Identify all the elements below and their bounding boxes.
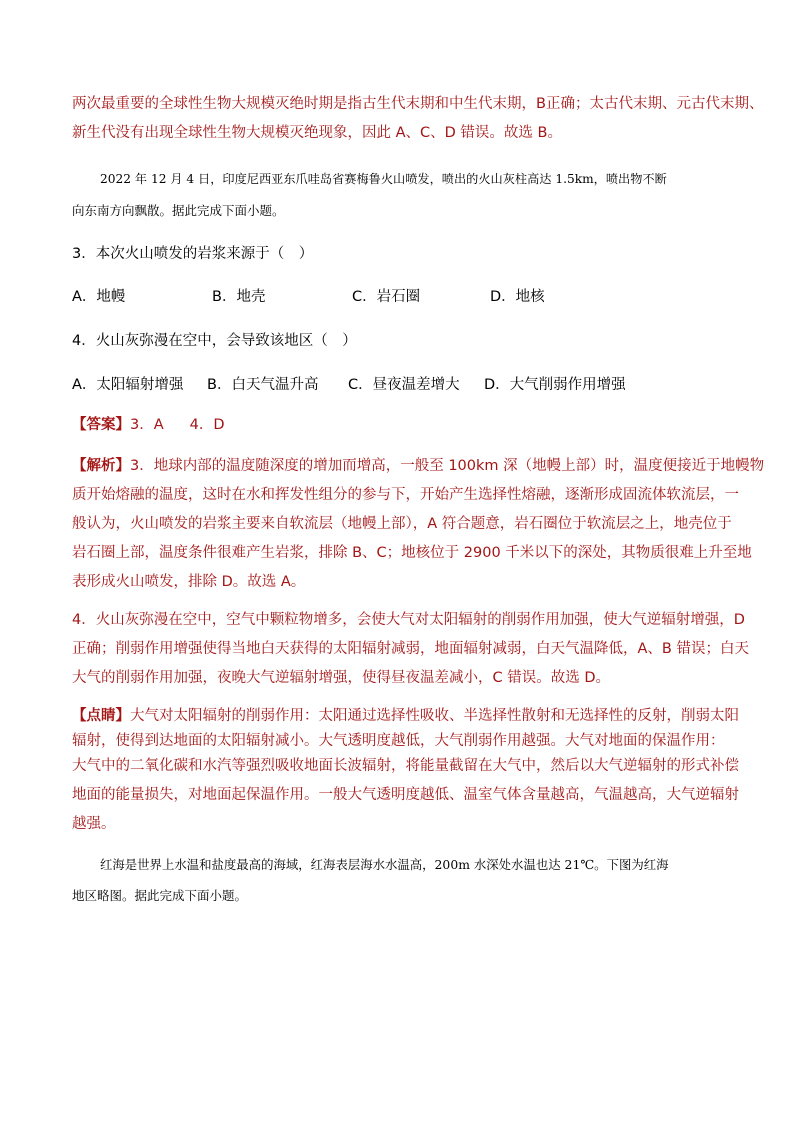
question-4-option-b: B．白天气温升高 (207, 377, 319, 393)
question-3-option-a: A．地幔 (72, 289, 126, 305)
tip-line-5: 越强。 (72, 816, 116, 832)
question-4-option-d: D．大气削弱作用增强 (484, 377, 626, 393)
analysis-line-8: 大气的削弱作用加强，夜晚大气逆辐射增强，使得昼夜温差减小，C 错误。故选 D。 (72, 670, 611, 686)
intro-explanation-line-2: 新生代没有出现全球性生物大规模灭绝现象，因此 A、C、D 错误。故选 B。 (72, 125, 562, 141)
material-red-sea (72, 849, 724, 911)
answer-line (72, 413, 724, 438)
question-4-stem: 4．火山灰弥漫在空中，会导致该地区（ ） (72, 333, 357, 349)
analysis (72, 454, 765, 691)
analysis-line-7: 正确；削弱作用增强使得当地白天获得的太阳辐射减弱，地面辐射减弱，白天气温降低，A、B 错误；白天 (72, 641, 749, 657)
question-4-options (72, 373, 724, 397)
tip-tag: 【点睛】 (72, 708, 130, 724)
answer-3: 3．A (130, 417, 164, 433)
material-volcano-line-1: 2022 年 12 月 4 日，印度尼西亚东爪哇岛省赛梅鲁火山喷发，喷出的火山灰柱高达 1.5km，喷出物不断 (100, 172, 667, 186)
analysis-line-2: 质开始熔融的温度，这时在水和挥发性组分的参与下，开始产生选择性熔融，逐渐形成固流体软流层，一 (72, 487, 739, 503)
tip-text-1: 大气对太阳辐射的削弱作用：太阳通过选择性吸收、半选择性散射和无选择性的反射，削弱太阳 (130, 708, 739, 724)
material-red-sea-line-2: 地区略图。据此完成下面小题。 (72, 888, 248, 903)
question-3 (72, 242, 724, 309)
analysis-line-3: 般认为，火山喷发的岩浆主要来自软流层（地幔上部），A 符合题意，岩石圈位于软流层之上，地壳位于 (72, 516, 732, 532)
tip-line-2: 辐射，使得到达地面的太阳辐射减小。大气透明度越低，大气削弱作用越强。大气对地面的保温作用： (72, 733, 725, 749)
analysis-line-6: 4．火山灰弥漫在空中，空气中颗粒物增多，会使大气对太阳辐射的削弱作用加强，使大气逆辐射增强，D (72, 612, 745, 628)
material-volcano (72, 164, 724, 226)
question-3-options (72, 285, 724, 309)
tip (72, 704, 739, 837)
document-page (72, 92, 765, 911)
intro-explanation-line-1: 两次最重要的全球性生物大规模灭绝时期是指古生代末期和中生代末期，B正确；太古代末期、元古代末期、 (72, 96, 764, 112)
tip-line-3: 大气中的二氧化碳和水汽等强烈吸收地面长波辐射，将能量截留在大气中，然后以大气逆辐射的形式补偿 (72, 758, 739, 774)
answer-4: 4．D (189, 417, 225, 433)
tip-line-4: 地面的能量损失，对地面起保温作用。一般大气透明度越低、温室气体含量越高，气温越高，大气逆辐射 (72, 787, 739, 803)
analysis-tag: 【解析】 (72, 458, 130, 474)
question-4 (72, 329, 724, 397)
tip-line-1 (72, 704, 739, 729)
intro-explanation (72, 92, 764, 146)
analysis-line-4: 岩石圈上部，温度条件很难产生岩浆，排除 B、C；地核位于 2900 千米以下的深处，其物质很难上升至地 (72, 545, 752, 561)
question-3-option-b: B．地壳 (212, 289, 266, 305)
analysis-line-5: 表形成火山喷发，排除 D。故选 A。 (72, 574, 306, 590)
answer-tag: 【答案】 (72, 417, 130, 433)
question-3-option-c: C．岩石圈 (352, 289, 421, 305)
question-4-option-a: A．太阳辐射增强 (72, 377, 184, 393)
analysis-text-1: 3．地球内部的温度随深度的增加而增高，一般至 100km 深（地幔上部）时，温度便接近于地幔物 (130, 458, 765, 474)
question-4-option-c: C．昼夜温差增大 (348, 377, 460, 393)
question-3-stem: 3．本次火山喷发的岩浆来源于（ ） (72, 246, 314, 262)
material-volcano-line-2: 向东南方向飘散。据此完成下面小题。 (72, 203, 285, 218)
analysis-line-1 (72, 454, 765, 479)
material-red-sea-line-1: 红海是世界上水温和盐度最高的海域，红海表层海水水温高，200m 水深处水温也达 21℃。下图为红海 (100, 857, 669, 872)
question-3-option-d: D．地核 (490, 289, 545, 305)
